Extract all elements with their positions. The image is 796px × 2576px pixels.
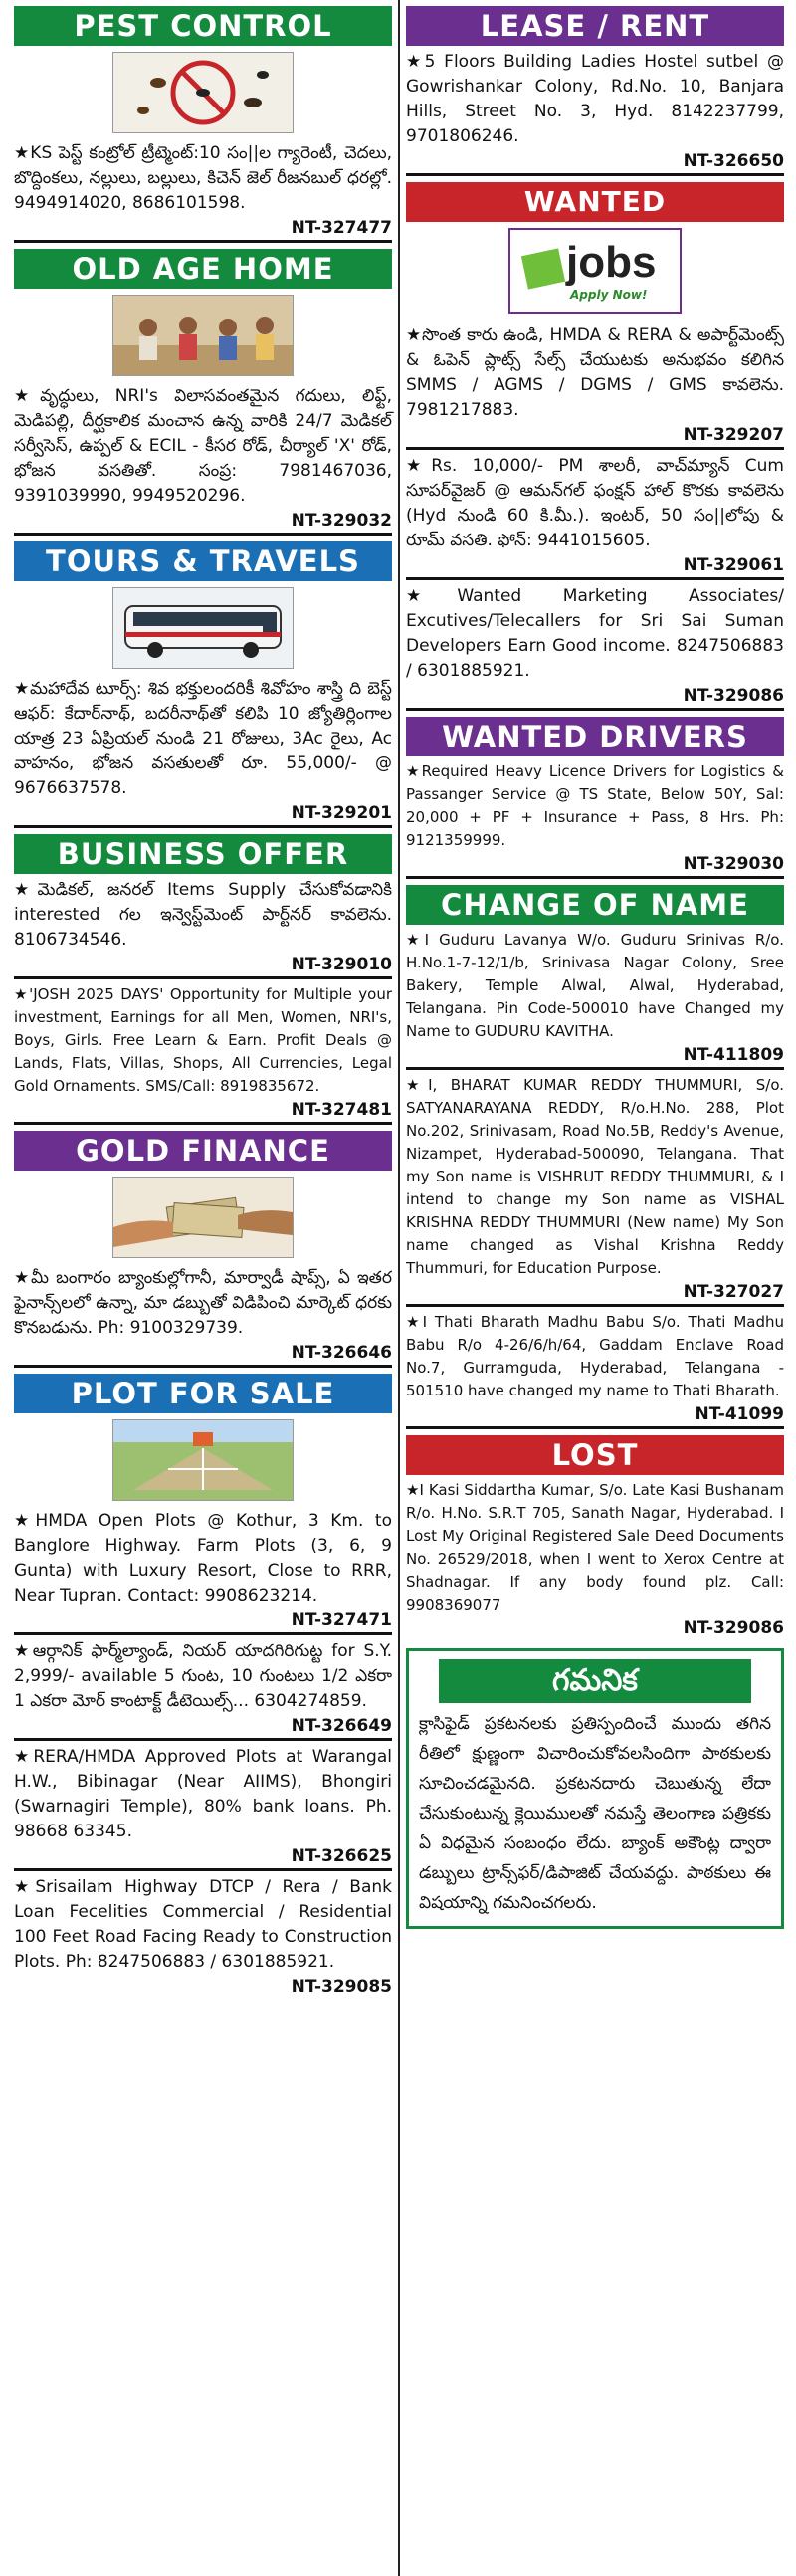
section-title: PLOT FOR SALE: [14, 1374, 392, 1413]
notice-box: [406, 1648, 784, 1929]
section-title: PEST CONTROL: [14, 6, 392, 46]
ad-ref: NT-329086: [406, 686, 784, 711]
ad-ref: NT-326649: [14, 1716, 392, 1741]
ad-text: ★Wanted Marketing Associates/ Excutives/Telecallers for Sri Sai Suman Developers Earn Good income. 8247506883 / 6301885921.: [406, 586, 784, 681]
ad-text: ★వృద్ధులు, NRI's విలాసవంతమైన గదులు, లిఫ్ట్, మెడిపల్లి, దీర్ఘకాలిక మంచాన ఉన్న వారికి 24/7 మెడికల్ సర్వీసెస్, ఉప్పల్ & ECIL - కీసర రోడ్, చీర్యాల్ 'X' రోడ్, భోజన వసతితో. సంప్ర: 7981467036, 9391039990, 9949520296.: [14, 386, 392, 506]
ad-text: ★I, BHARAT KUMAR REDDY THUMMURI, S/o. SATYANARAYANA REDDY, R/o.H.No. 288, Plot No.202, Srinivasam, Road No.5B, Reddy's Avenue, Nizampet, Hyderabad-500090, Telangana. That my Son name is VISHRUT REDDY THUMMURI, & I intend to change my Son name as VISHAL KRISHNA REDDY THUMMURI (New name) My Son name changed as Vishal Krishna Reddy Thummuri, for Education Purpose.: [406, 1076, 784, 1277]
section-title: LEASE / RENT: [406, 6, 784, 46]
section-title: WANTED DRIVERS: [406, 717, 784, 756]
plot-layout-photo: [112, 1419, 294, 1501]
jobs-logo-text: jobs: [566, 238, 657, 287]
jobs-logo-icon: [508, 228, 682, 314]
ad-text: ★Srisailam Highway DTCP / Rera / Bank Loan Fecelities Commercial / Residential 100 Feet Road Facing Ready to Construction Plots. Ph: 8247506883 / 6301885921.: [14, 1877, 392, 1972]
right-column: [406, 0, 784, 1929]
ad-ref: NT-329010: [14, 955, 392, 979]
money-handover-photo: [112, 1177, 294, 1258]
old-age-home-section: [14, 249, 392, 536]
ad-ref: NT-329085: [291, 1977, 392, 1997]
pest-insects-icon: [112, 52, 294, 133]
ad-text: ★I Guduru Lavanya W/o. Guduru Srinivas R/o. H.No.1-7-12/1/b, Srinivasa Nagar Colony, Sree Bakery, Temple Alwal, Alwal, Hyderabad, Telangana. Pin Code-500010 have Changed my Name to GUDURU KAVITHA.: [406, 931, 784, 1040]
ad-ref: NT-326646: [14, 1343, 392, 1368]
lost-section: [406, 1435, 784, 1640]
column-divider: [398, 0, 400, 2576]
notice-text: క్లాసిఫైడ్ ప్రకటనలకు ప్రతిస్పందించే ముందు తగిన రీతిలో క్షుణ్ణంగా విచారించుకోవలసిందిగా పాఠకులకు సూచించడమైనది. ప్రకటనదారు చెబుతున్న లేదా చేసుకుంటున్న క్లెయిములతో నమస్తే తెలంగాణ పత్రికకు ఏ విధమైన సంబంధం లేదు. బ్యాంక్ అకౌంట్ల ద్వారా డబ్బులు ట్రాన్స్‌ఫర్/డిపాజిట్ చేయవద్దు. పాఠకులు ఈ విషయాన్ని గమనించగలరు.: [419, 1714, 771, 1913]
ad-text: ★మహాదేవ టూర్స్: శివ భక్తులందరికీ శివోహం శాస్త్రి ది బెస్ట్ ఆఫర్: కేదార్‌నాథ్, బదరీనాథ్‌తో కలిపి 10 జ్యోతిర్లింగాల యాత్ర 23 ఏప్రియల్ నుండి 21 రోజులు, 3Ac రైలు, Ac వాహనం, భోజన వసతులతో రూ. 55,000/- @ 9676637578.: [14, 679, 392, 798]
section-title: GOLD FINANCE: [14, 1131, 392, 1171]
section-title: CHANGE OF NAME: [406, 885, 784, 925]
elderly-people-photo: [112, 295, 294, 376]
section-title: BUSINESS OFFER: [14, 834, 392, 874]
ad-text: ★I Kasi Siddartha Kumar, S/o. Late Kasi Bushanam R/o. H.No. S.R.T 705, Sanath Nagar, Hyderabad. I Lost My Original Registered Sale Deed Documents No. 26529/2018, when I went to Xerox Centre at Shadnagar. If any body found plz. Call: 9908369077: [406, 1481, 784, 1613]
tours-travels-section: [14, 541, 392, 828]
ad-ref: NT-327471: [14, 1610, 392, 1635]
ad-ref: NT-329207: [406, 425, 784, 450]
ad-ref: NT-327481: [14, 1100, 392, 1125]
ad-text: ★Rs. 10,000/- PM శాలరీ, వాచ్‌మ్యాన్ Cum సూపర్‌వైజర్ @ ఆమన్‌గల్ ఫంక్షన్ హాల్ కొరకు కావలెను (Hyd నుండి 60 కి.మీ.). ఇంటర్, 50 సం||లోపు & రూమ్ వసతి. ఫోన్: 9441015605.: [406, 456, 784, 550]
ad-ref: NT-326650: [406, 151, 784, 176]
ad-text: ★KS పెస్ట్ కంట్రోల్ ట్రీట్మెంట్:10 సం||ల గ్యారెంటీ, చెదలు, బొద్దింకలు, నల్లులు, బల్లులు, కిచెన్ జెల్ రీజనబుల్ ధరల్లో. 9494914020, 8686101598.: [14, 143, 392, 213]
jobs-logo-square: [521, 248, 565, 289]
notice-title: గమనిక: [439, 1659, 751, 1703]
left-column: [14, 0, 392, 1999]
ad-text: ★5 Floors Building Ladies Hostel sutbel @ Gowrishankar Colony, Rd.No. 10, Banjara Hills, Street No. 3, Hyd. 8142237799, 9701806246.: [406, 52, 784, 146]
section-title: WANTED: [406, 182, 784, 222]
ad-ref: NT-329032: [14, 511, 392, 536]
ad-text: ★ఆర్గానిక్ ఫార్మ్‌ల్యాండ్, నియర్ యాదగిరిగుట్ట for S.Y. 2,999/- available 5 గుంట, 10 గుంటలు 1/2 ఎకరా 1 ఎకరా మోర్ కాంటాక్ట్ డీటెయిల్స్... 6304274859.: [14, 1641, 392, 1711]
section-title: OLD AGE HOME: [14, 249, 392, 289]
ad-text: ★I Thati Bharath Madhu Babu S/o. Thati Madhu Babu R/o 4-26/6/h/64, Gaddam Enclave Road No.7, Gurramguda, Hyderabad, Telangana - 501510 have changed my name to Thati Bharath.: [406, 1313, 784, 1399]
ad-ref: NT-326625: [14, 1846, 392, 1871]
ad-ref: NT-411809: [406, 1045, 784, 1070]
ad-text: ★మీ బంగారం బ్యాంకుల్లోగానీ, మార్వాడీ షాప్స్, ఏ ఇతర ఫైనాన్స్‌లలో ఉన్నా, మా డబ్బుతో విడిపించి మార్కెట్ ధరకు కొనబడును. Ph: 9100329739.: [14, 1268, 392, 1338]
wanted-section: [406, 182, 784, 711]
plot-for-sale-section: [14, 1374, 392, 1999]
ad-ref: NT-329086: [683, 1618, 784, 1638]
bus-photo: [112, 587, 294, 669]
business-offer-section: [14, 834, 392, 1125]
jobs-logo-tagline: Apply Now!: [570, 288, 648, 302]
ad-ref: NT-329061: [406, 555, 784, 580]
ad-ref: NT-327477: [14, 218, 392, 243]
ad-text: ★'JOSH 2025 DAYS' Opportunity for Multiple your investment, Earnings for all Men, Women, NRI's, Boys, Girls. Free Learn & Earn. Profit Deals @ Lands, Flats, Villas, Shops, All Currencies, Legal Gold Ornaments. SMS/Call: 8919835672.: [14, 985, 392, 1095]
ad-text: ★సొంత కారు ఉండి, HMDA & RERA & అపార్ట్‌మెంట్స్ & ఓపెన్ ప్లాట్స్ సేల్స్ చేయుటకు అనుభవం కలిగిన SMMS / AGMS / DGMS / GMS కావలెను. 7981217883.: [406, 325, 784, 420]
change-of-name-section: [406, 885, 784, 1429]
section-title: TOURS & TRAVELS: [14, 541, 392, 581]
ad-text: ★Required Heavy Licence Drivers for Logistics & Passanger Service @ TS State, Below 50Y, Sal: 20,000 + PF + Insurance + Pass, 8 Hrs. Ph: 9121359999.: [406, 762, 784, 849]
lease-rent-section: [406, 6, 784, 176]
ad-text: ★RERA/HMDA Approved Plots at Warangal H.W., Bibinagar (Near AIIMS), Bhongiri (Swarnagiri Temple), 80% bank loans. Ph. 98668 63345.: [14, 1747, 392, 1841]
ad-ref: NT-329030: [406, 854, 784, 879]
ad-text: ★మెడికల్, జనరల్ Items Supply చేసుకోవడానికి interested గల ఇన్వెస్ట్‌మెంట్ పార్ట్‌నర్ కావలెను. 8106734546.: [14, 880, 392, 950]
ad-ref: NT-329201: [14, 803, 392, 828]
wanted-drivers-section: [406, 717, 784, 879]
ad-ref: NT-327027: [406, 1282, 784, 1307]
section-title: LOST: [406, 1435, 784, 1475]
pest-control-section: [14, 6, 392, 243]
ad-text: ★HMDA Open Plots @ Kothur, 3 Km. to Banglore Highway. Farm Plots (3, 6, 9 Gunta) with Luxury Resort, Close to RRR, Near Tupran. Contact: 9908623214.: [14, 1511, 392, 1606]
ad-ref: NT-41099: [406, 1404, 784, 1429]
gold-finance-section: [14, 1131, 392, 1368]
